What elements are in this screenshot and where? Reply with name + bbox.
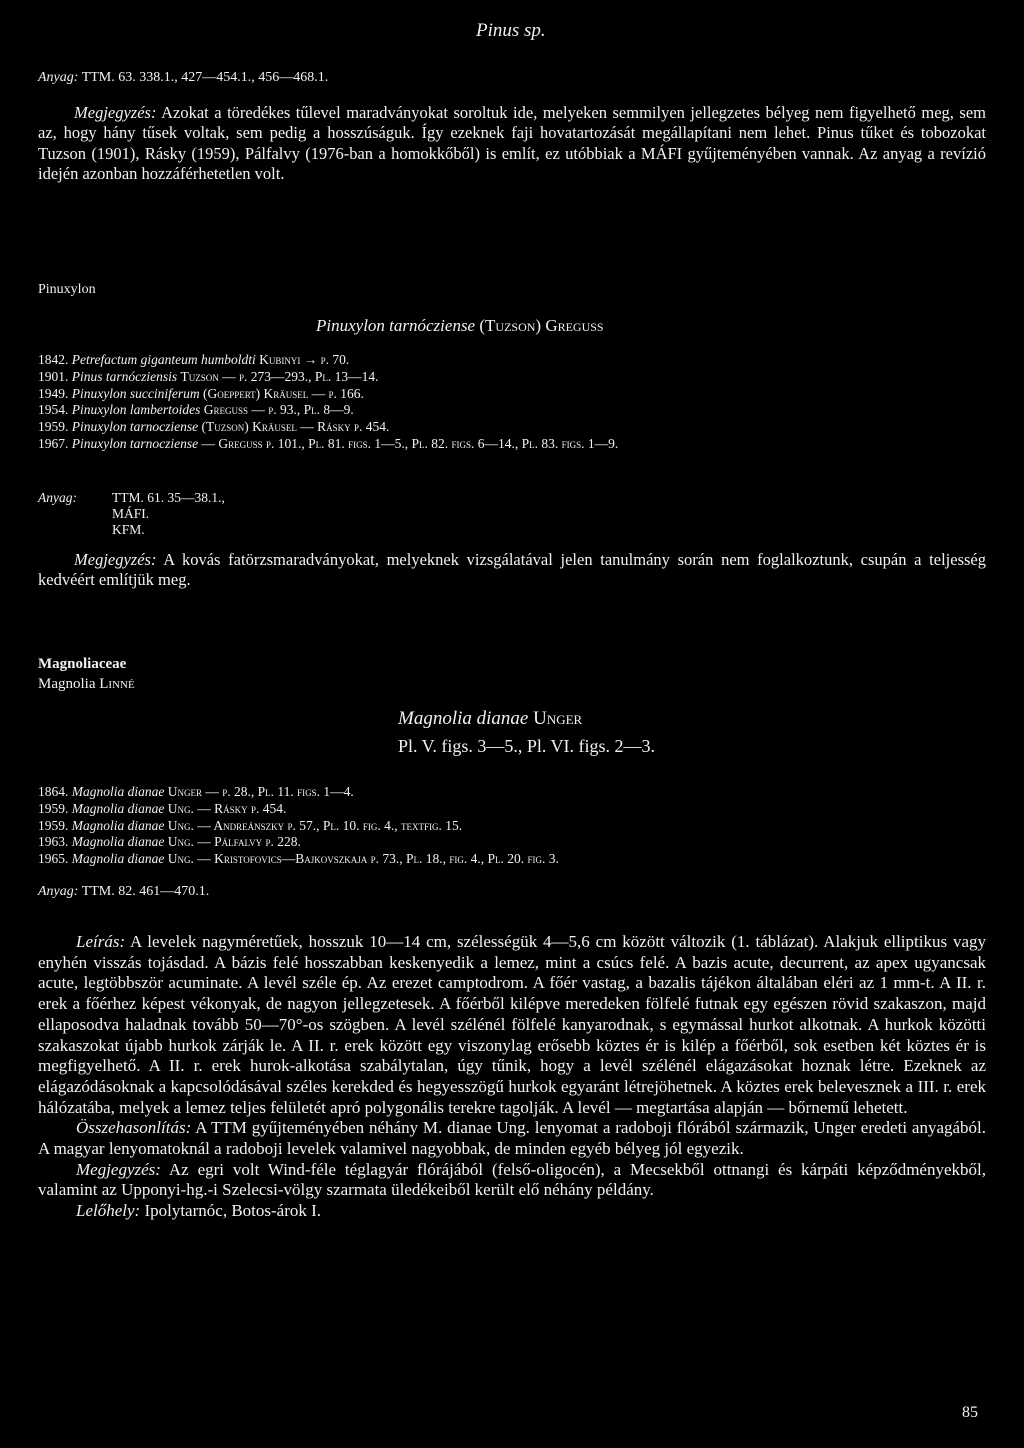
genus-heading: Magnolia Linné: [38, 676, 135, 692]
synonym-entry: 1959. Pinuxylon tarnocziense (Tuzson) Kräusel — Rásky p. 454.: [38, 419, 390, 435]
synonym-entry: 1965. Magnolia dianae Ung. — Kristofovics—Bajkovszkaja p. 73., Pl. 18., fig. 4., Pl. 20. fig. 3.: [38, 851, 559, 867]
magnolia-plates: Pl. V. figs. 3—5., Pl. VI. figs. 2—3.: [398, 736, 656, 756]
species-authors: (Tuzson) Greguss: [479, 316, 604, 335]
magnolia-description: [38, 932, 986, 1222]
magnolia-anyag: Anyag: TTM. 82. 461—470.1.: [38, 884, 210, 899]
synonym-entry: 1954. Pinuxylon lambertoides Greguss — p. 93., Pl. 8—9.: [38, 402, 354, 418]
synonym-entry: 1959. Magnolia dianae Ung. — Andreánszky p. 57., Pl. 10. fig. 4., textfig. 15.: [38, 817, 463, 833]
genus-title: Pinus sp.: [476, 20, 546, 41]
family-heading: Magnoliaceae: [38, 656, 127, 672]
species-name: Pinuxylon tarnócziense: [316, 316, 476, 335]
megjegyzes-paragraph: Megjegyzés: Az egri volt Wind-féle téglagyár flórájából (felső-oligocén), a Mecsekből ottnangi és kárpáti képződményekből, valamint az Upponyi-hg.-i Szelecsi-völgy szarmata üledékeiből került elő néhány példány.: [38, 1159, 986, 1200]
note-text: Azokat a töredékes tűlevel maradványokat soroltuk ide, melyeken semmilyen jellegzetes bélyeg nem figyelhető meg, sem az, hogy hány tűsek voltak, sem pedig a hosszúságuk. Így ezeknek faji hovatartozását megállapítani nem lehet. Pinus tűket és tobozokat Tuzson (1901), Rásky (1959), Pálfalvy (1976-ban a homokkőből) is említ, ez utóbbiak a MÁFI gyűjteményében vannak. Az anyag a revízió idején azonban hozzáférhetetlen volt.: [38, 103, 986, 183]
synonym-entry: 1949. Pinuxylon succiniferum (Goeppert) Kräusel — p. 166.: [38, 385, 364, 401]
magnolia-synonym-list: [38, 784, 559, 868]
pinus-note: [38, 103, 986, 184]
pinuxylon-synonym-list: [38, 352, 618, 453]
osszehasonlitas-paragraph: Összehasonlítás: A TTM gyűjteményében néhány M. dianae Ung. lenyomat a radoboji flórából származik, Unger eredeti anyagából. A magyar lenyomatoknál a radoboji levelek valamivel nagyobbak, de minden egyéb bélyeg jól egyezik.: [38, 1118, 987, 1159]
synonym-entry: 1959. Magnolia dianae Ung. — Rásky p. 454.: [38, 800, 287, 816]
synonym-entry: 1864. Magnolia dianae Unger — p. 28., Pl. 11. figs. 1—4.: [38, 784, 354, 799]
magnolia-species-heading: Magnolia dianae Unger: [398, 708, 583, 729]
document-page: Pinus sp. Anyag: TTM. 63. 338.1., 427—454.1., 456—468.1. Megjegyzés: Azokat a töredékes tűlevel maradványokat soroltuk ide, melyeken semmilyen jellegzetes bélyeg nem figyelhető meg, sem az, hogy hány tűsek voltak, sem pedig a hosszúságuk. Így ezeknek faji hovatartozását megállapítani nem lehet. Pinus tűket és tobozokat Tuzson (1901), Rásky (1959), Pálfalvy (1976-ban a homokkőből) is említ, ez utóbbiak a MÁFI gyűjteményében vannak. Az anyag a revízió idején azonban hozzáférhetetlen volt. Pinuxylon Pinuxylon tarnócziense (Tuzson) Greguss 1842. Petrefactum giganteum humboldti Kubinyi → p. 70. 1901. Pinus tarnócziensis Tuzson — p. 273—293., Pl. 13—14. 1949. Pinuxylon succiniferum (Goeppert) Kräusel — p. 166. 1954. Pinuxylon lambertoides Greguss — p. 93., Pl. 8—9. 1959. Pinuxylon tarnocziense (Tuzson) Kräusel — Rásky p. 454. 1967. Pinuxylon tarnocziense — Greguss p. 101., Pl. 81. figs. 1—5., Pl. 82. figs. 6—14., Pl. 83. figs. 1—9. Anyag: TTM. 61. 35—38.1., MÁFI. KFM. Megjegyzés: A kovás fatörzsmaradványokat, melyeknek vizsgálatával jelen tanulmány során nem foglalkoztunk, csupán a teljesség kedvéért említjük meg. Magnoliaceae Magnolia Linné Magnolia dianae Unger Pl. V. figs. 3—5., Pl. VI. figs. 2—3. 1864. Magnolia dianae Unger — p. 28., Pl. 11. figs. 1—4. 1959. Magnolia dianae Ung. — Rásky p. 454. 1959. Magnolia dianae Ung. — Andreánszky p. 57., Pl. 10. fig. 4., textfig. 15. 1963. Magnolia dianae Ung. — Pálfalvy p. 228. 1965. Magnolia dianae Ung. — Kristofovics—Bajkovszkaja p. 73., Pl. 18., fig. 4., Pl. 20. fig. 3. Anyag: TTM. 82. 461—470.1. Leírás: A levelek nagyméretűek, hosszuk 10—14 cm, szélességük 4—5,6 cm között változik (1. táblázat). Alakjuk elliptikus vagy enyhén visszás tojásdad. A bázis felé hosszabban keskenyedik a lemez, mint a csúcs felé. A bazis acute, decurrent, az apex ugyancsak acute, legtöbbször acuminate. A levél széle ép. Az erezet camptodrom. A főér vastag, a bazalis tájékon általában eléri az 1 mm-t. A II. r. erek a főérhez képest vékonyak, de nagyon jellegzetesek. A főérből kilépve meredeken fölfelé futnak egy egészen rövid szakaszon, majd ellaposodva haladnak tovább 50—70°-os szögben. A levél szélénél fölfelé kanyarodnak, s egymással hurkot alkotnak. A hurkok közötti szakaszokat újabb hurkok zárják le. A II. r. erek között egy viszonylag erősebb köztes ér is kilép a főérből, sok esetben két köztes ér is megfigyelhető. A II. r. erek hurok-alkotása szabálytalan, úgy tűnik, hogy a levél szélénél elágazásokat hoznak létre. Ezeknek az elágazódásoknak a kapcsolódásával széles kerekded és hegyesszögű hurkok egyaránt létrejöhetnek. A köztes erek belevesznek a III. r. erek hálózatába, melyek a lemez teljes felületét apró polygonális terekre tagolják. A levél — megtartása alapján — bőrnemű lehetett. Összehasonlítás: A TTM gyűjteményében néhány M. dianae Ung. lenyomat a radoboji flórából származik, Unger eredeti anyagából. A magyar lenyomatoknál a radoboji levelek valamivel nagyobbak, de minden egyéb bélyeg jól egyezik. Megjegyzés: Az egri volt Wind-féle téglagyár flórájából (felső-oligocén), a Mecsekből ottnangi és kárpáti képződményekből, valamint az Upponyi-hg.-i Szelecsi-völgy szarmata üledékeiből került elő néhány példány. Lelőhely: Ipolytarnóc, Botos-árok I. 85: [0, 0, 1024, 1448]
pinuxylon-species-heading: [316, 316, 604, 336]
lelohely-paragraph: Lelőhely: Ipolytarnóc, Botos-árok I.: [76, 1201, 322, 1221]
anyag-text: TTM. 63. 338.1., 427—454.1., 456—468.1.: [81, 70, 329, 85]
note-label: Megjegyzés:: [74, 103, 157, 122]
page-number: 85: [962, 1404, 978, 1421]
synonym-entry: 1842. Petrefactum giganteum humboldti Kubinyi → p. 70.: [38, 352, 350, 367]
synonym-entry: 1901. Pinus tarnócziensis Tuzson — p. 273—293., Pl. 13—14.: [38, 368, 379, 384]
leiras-paragraph: Leírás: A levelek nagyméretűek, hosszuk 10—14 cm, szélességük 4—5,6 cm között változik (1. táblázat). Alakjuk elliptikus vagy enyhén visszás tojásdad. A bázis felé hosszabban keskenyedik a lemez, mint a csúcs felé. A bazis acute, decurrent, az apex ugyancsak acute, legtöbbször acuminate. A levél széle ép. Az erezet camptodrom. A főér vastag, a bazalis tájékon általában eléri az 1 mm-t. A II. r. erek a főérhez képest vékonyak, de nagyon jellegzetesek. A főérből kilépve meredeken fölfelé futnak egy egészen rövid szakaszon, majd ellaposodva haladnak tovább 50—70°-os szögben. A levél szélénél fölfelé kanyarodnak, s egymással hurkot alkotnak. A hurkok közötti szakaszokat újabb hurkok zárják le. A II. r. erek között egy viszonylag erősebb köztes ér is kilép a főérből, sok esetben két köztes ér is megfigyelhető. A II. r. erek hurok-alkotása szabálytalan, úgy tűnik, hogy a levél szélénél elágazásokat hoznak létre. Ezeknek az elágazódásoknak a kapcsolódásával széles kerekded és hegyesszögű hurkok egyaránt létrejöhetnek. A köztes erek belevesznek a III. r. erek hálózatába, melyek a lemez teljes felületét apró polygonális terekre tagolják. A levél — megtartása alapján — bőrnemű lehetett.: [38, 932, 986, 1117]
pinuxylon-note: [38, 550, 986, 591]
synonym-entry: 1963. Magnolia dianae Ung. — Pálfalvy p. 228.: [38, 834, 301, 850]
anyag-label: Anyag:: [38, 70, 79, 85]
synonym-entry: 1967. Pinuxylon tarnocziense — Greguss p. 101., Pl. 81. figs. 1—5., Pl. 82. figs. 6—14., Pl. 83. figs. 1—9.: [38, 435, 619, 451]
note-text: A kovás fatörzsmaradványokat, melyeknek vizsgálatával jelen tanulmány során nem foglalkoztunk, csupán a teljesség kedvéért említjük meg.: [38, 550, 987, 590]
pinuxylon-genus-label: Pinuxylon: [38, 282, 96, 297]
pinus-anyag: [38, 70, 328, 86]
note-label: Megjegyzés:: [74, 550, 157, 569]
anyag-label: Anyag:: [38, 490, 77, 505]
